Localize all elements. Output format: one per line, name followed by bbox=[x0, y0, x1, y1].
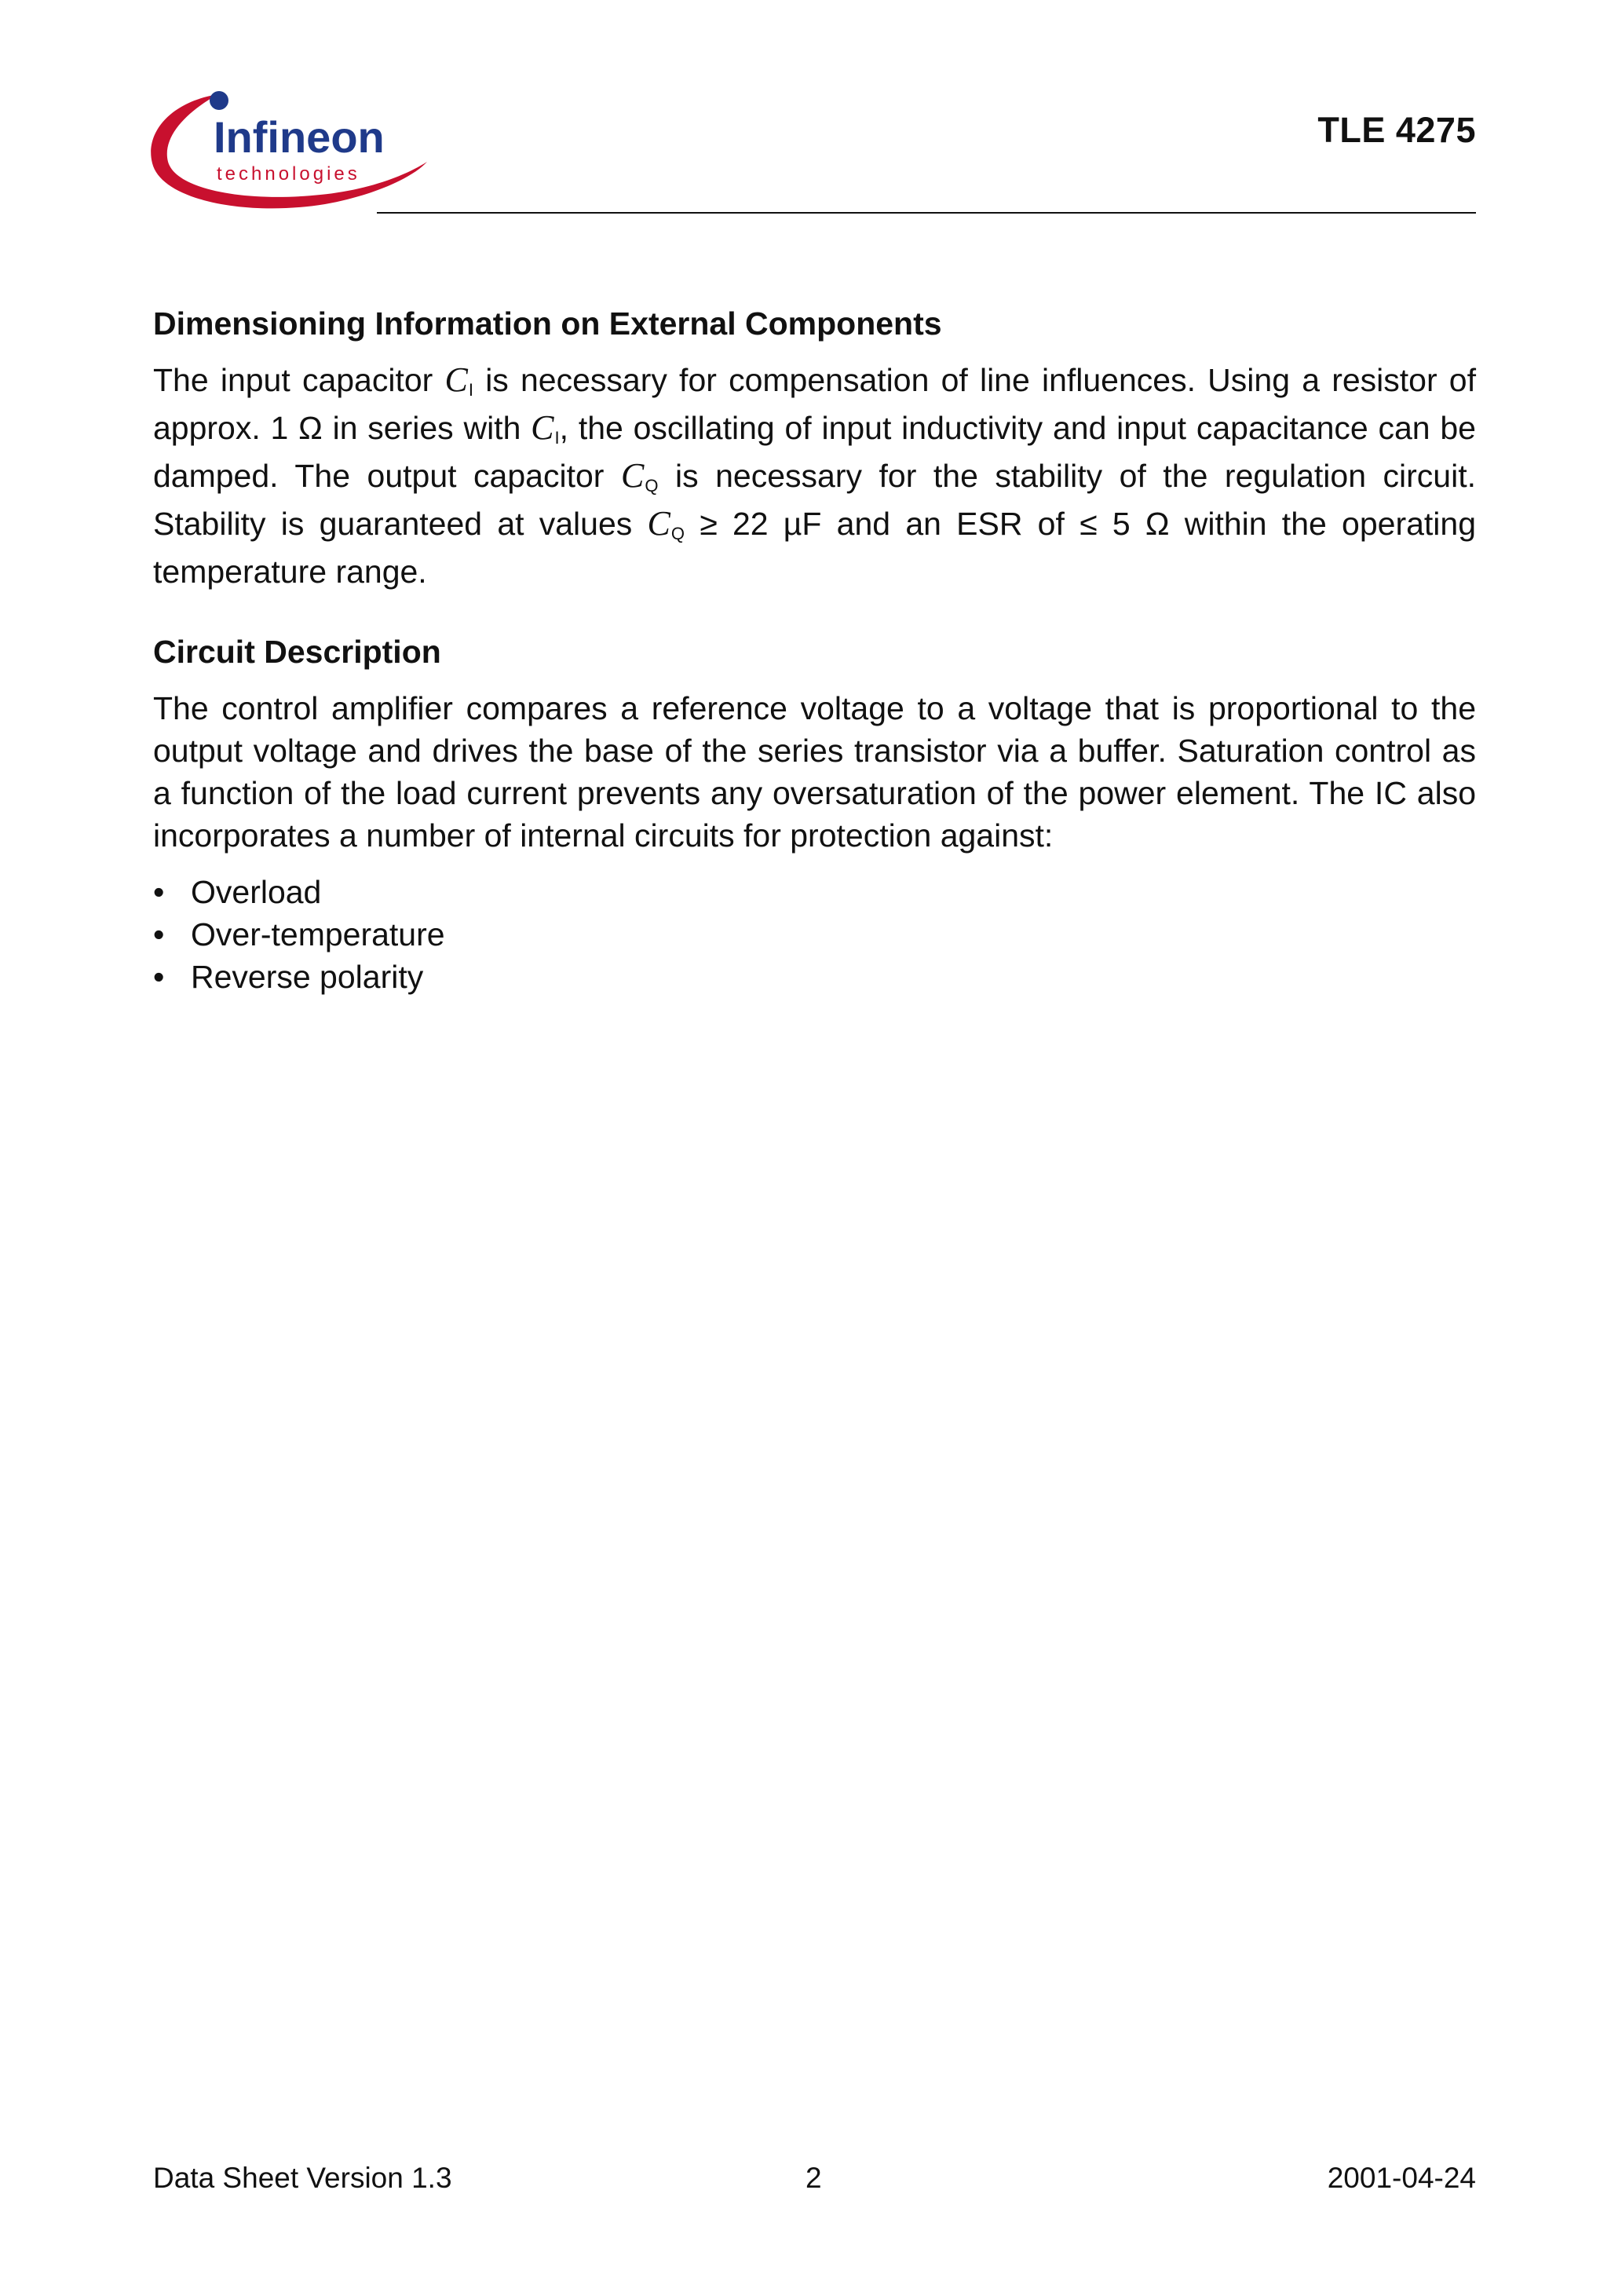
circuit-description-paragraph: The control amplifier compares a reference voltage to a voltage that is proportional to the output voltage and drives the base of the series transistor via a buffer. Saturation control as a function of the load current prevents any oversaturation of the power element. The IC also incorporates a number of internal circuits for protection against: bbox=[153, 690, 1476, 854]
text-run: is necessary for the stability of the regulation circuit. Stability is guaranteed at values bbox=[153, 458, 1476, 542]
subscript-q: Q bbox=[670, 524, 685, 543]
list-item bbox=[153, 871, 1476, 913]
text-run: ≥ 22 µF and an ESR of ≤ 5 Ω within the operating temperature range. bbox=[153, 506, 1477, 590]
subscript-i: I bbox=[468, 380, 473, 400]
infineon-logo bbox=[146, 85, 437, 218]
list-item-text: Reverse polarity bbox=[191, 959, 424, 995]
list-item-text: Overload bbox=[191, 874, 322, 910]
subscript-i: I bbox=[554, 428, 560, 448]
subscript-q: Q bbox=[645, 476, 659, 495]
list-item-text: Over-temperature bbox=[191, 916, 445, 952]
infineon-logo-graphic bbox=[146, 85, 437, 218]
list-item bbox=[153, 956, 1476, 998]
svg-text:Infineon: Infineon bbox=[214, 112, 385, 162]
text-run: The input capacitor bbox=[153, 362, 445, 398]
list-item bbox=[153, 913, 1476, 956]
symbol-cq: C bbox=[620, 456, 645, 495]
main-content bbox=[153, 302, 1476, 998]
symbol-cq: C bbox=[647, 504, 670, 543]
protection-list bbox=[153, 871, 1476, 998]
footer-date: 2001-04-24 bbox=[1327, 2162, 1476, 2194]
footer-page-number: 2 bbox=[806, 2162, 822, 2194]
footer-version: Data Sheet Version 1.3 bbox=[153, 2162, 452, 2194]
bullet-icon: • bbox=[153, 916, 165, 952]
text-run: is necessary for compensation of line influences. Using a resistor of approx. 1 Ω in series with bbox=[153, 362, 1476, 446]
svg-text:technologies: technologies bbox=[217, 163, 360, 185]
document-title: TLE 4275 bbox=[1317, 110, 1476, 150]
bullet-icon: • bbox=[153, 874, 165, 910]
section-heading-dimensioning: Dimensioning Information on External Components bbox=[153, 305, 942, 342]
symbol-ci: C bbox=[531, 408, 554, 447]
dimensioning-paragraph bbox=[153, 359, 1476, 593]
header-rule bbox=[377, 212, 1476, 214]
section-heading-circuit-description: Circuit Description bbox=[153, 634, 441, 670]
symbol-ci: C bbox=[444, 360, 468, 399]
text-run: , the oscillating of input inductivity and input capacitance can be damped. The output capacitor bbox=[153, 410, 1476, 494]
bullet-icon: • bbox=[153, 959, 165, 995]
